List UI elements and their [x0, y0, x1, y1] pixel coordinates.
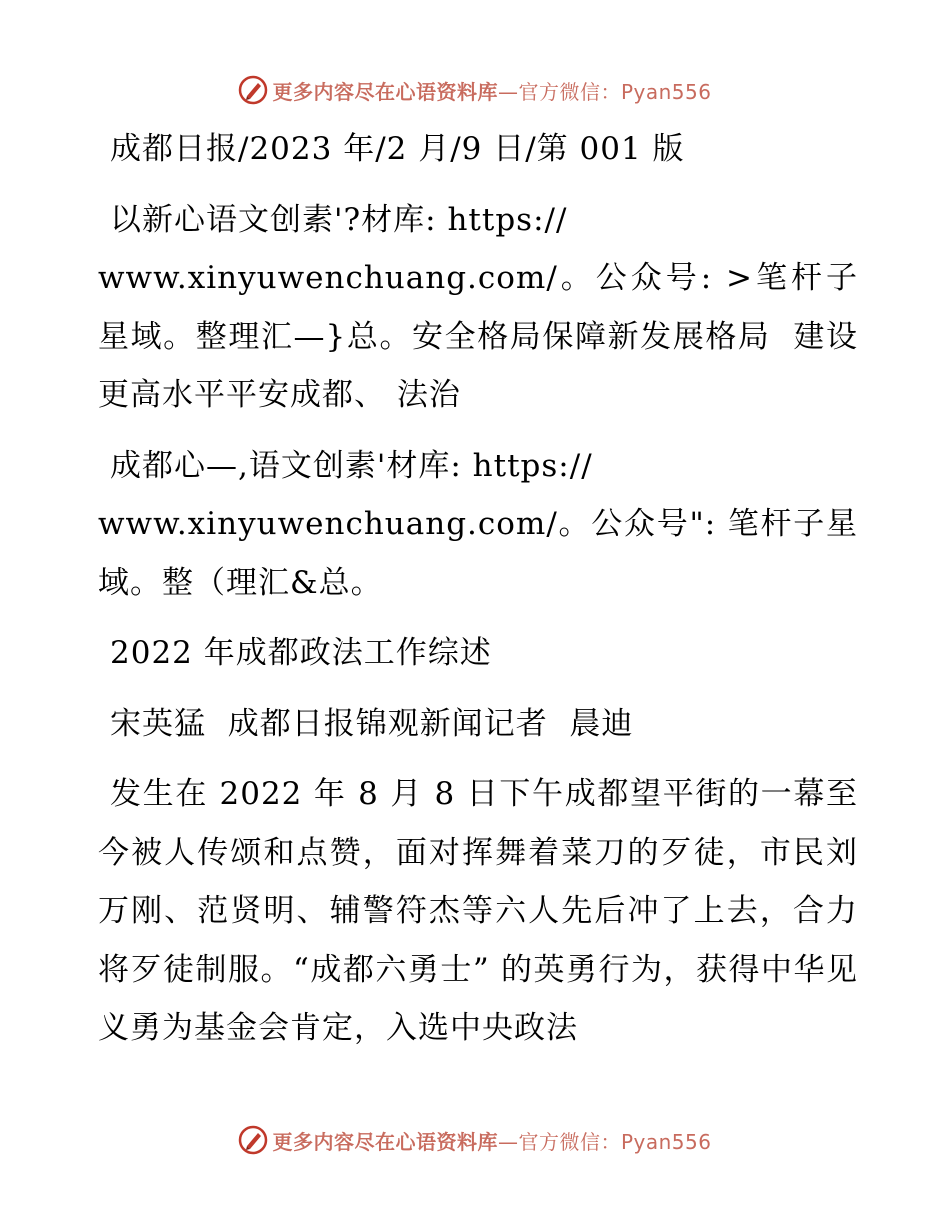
- paragraph-2: 成都心—,语文创素'材库: https:// www.xinyuwenchuang.com/。公众号": 笔杆子星域。整（理汇&总。: [98, 447, 858, 601]
- document-body: [98, 120, 858, 1070]
- article-body: 发生在 2022 年 8 月 8 日下午成都望平街的一幕至今被人传颂和点赞，面对挥舞着菜刀的歹徒，市民刘万刚、范贤明、辅警符杰等六人先后冲了上去，合力将歹徒制服。“成都六勇士” 的英勇行为，获得中华见义勇为基金会肯定，入选中央政法: [98, 776, 858, 1046]
- header-watermark-banner: [0, 70, 950, 110]
- header-watermark-text: [272, 76, 711, 105]
- pen-logo-icon: [238, 1125, 268, 1155]
- watermark-brand: 更多内容尽在心语资料库: [272, 79, 498, 104]
- watermark-wechat: —官方微信：Pyan556: [497, 79, 712, 104]
- footer-watermark-banner: [0, 1120, 950, 1160]
- article-byline: 宋英猛 成都日报锦观新闻记者 晨迪: [110, 705, 634, 742]
- footer-watermark-text: [272, 1126, 711, 1155]
- paragraph-1: 以新心语文创素'?材库: https:// www.xinyuwenchuang.com/。公众号: >笔杆子星域。整理汇—}总。安全格局保障新发展格局 建设更高水平平安成都、 法治: [98, 201, 858, 413]
- watermark-wechat: —官方微信：Pyan556: [497, 1129, 712, 1154]
- source-line: 成都日报/2023 年/2 月/9 日/第 001 版: [110, 131, 685, 167]
- watermark-brand: 更多内容尽在心语资料库: [272, 1129, 498, 1154]
- article-title: 2022 年成都政法工作综述: [110, 635, 492, 671]
- pen-logo-icon: [238, 75, 268, 105]
